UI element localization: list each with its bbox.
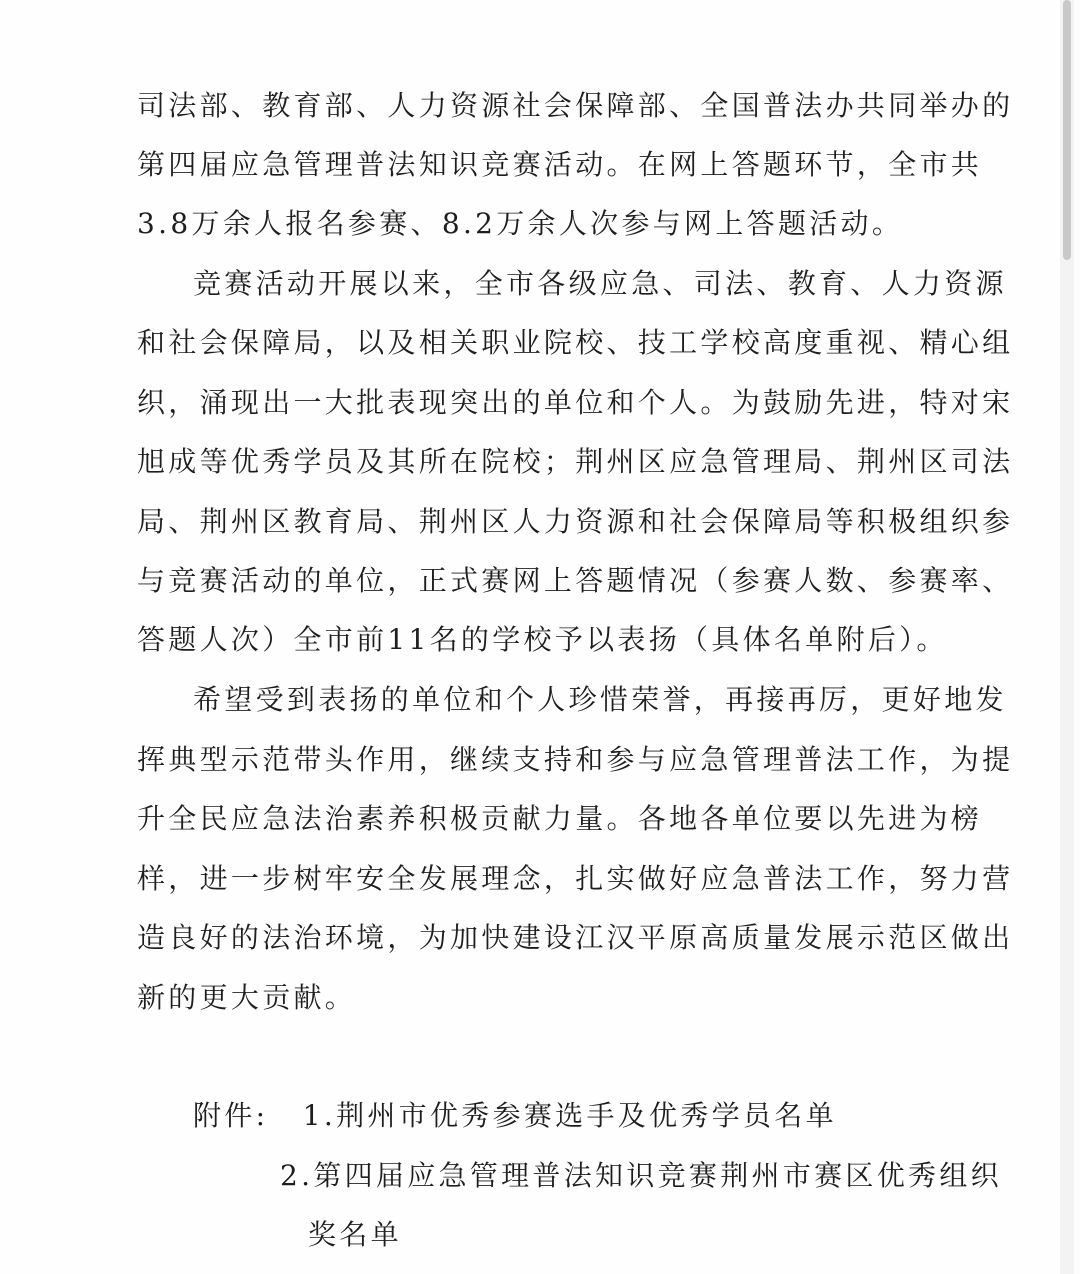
attachments-label: 附件: [193,1099,269,1132]
paragraph-1-line-1: 司法部、教育部、人力资源社会保障部、全国普法办共同举办的 [137,89,1014,122]
paragraph-2-line-5: 局、荆州区教育局、荆州区人力资源和社会保障局等积极组织参 [137,505,1014,538]
scrollbar-thumb[interactable] [1063,0,1071,260]
paragraph-3-line-5: 造良好的法治环境，为加快建设江汉平原高质量发展示范区做出 [137,921,1014,954]
paragraph-3-line-6: 新的更大贡献。 [137,981,357,1014]
attachment-item-1: 1.荆州市优秀参赛选手及优秀学员名单 [302,1099,837,1132]
paragraph-1-line-3: 3.8万余人报名参赛、8.2万余人次参与网上答题活动。 [137,207,904,240]
paragraph-2-line-7: 答题人次）全市前11名的学校予以表扬（具体名单附后）。 [137,623,948,656]
paragraph-3-line-1: 希望受到表扬的单位和个人珍惜荣誉，再接再厉，更好地发 [193,683,1007,716]
paragraph-3-line-3: 升全民应急法治素养积极贡献力量。各地各单位要以先进为榜 [137,802,983,835]
paragraph-3-line-2: 挥典型示范带头作用，继续支持和参与应急管理普法工作，为提 [137,743,1014,776]
paragraph-3-line-4: 样，进一步树牢安全发展理念，扎实做好应急普法工作，努力营 [137,862,1014,895]
paragraph-2-line-3: 织，涌现出一大批表现突出的单位和个人。为鼓励先进，特对宋 [137,386,1014,419]
paragraph-2-line-4: 旭成等优秀学员及其所在院校；荆州区应急管理局、荆州区司法 [137,445,1014,478]
paragraph-2-line-1: 竞赛活动开展以来，全市各级应急、司法、教育、人力资源 [193,267,1007,300]
paragraph-1-line-2: 第四届应急管理普法知识竞赛活动。在网上答题环节，全市共 [137,148,983,181]
attachment-item-2-line-2: 奖名单 [308,1218,402,1251]
paragraph-2-line-6: 与竞赛活动的单位，正式赛网上答题情况（参赛人数、参赛率、 [137,564,1014,597]
attachment-item-2-line-1: 2.第四届应急管理普法知识竞赛荆州市赛区优秀组织 [280,1159,1002,1192]
paragraph-2-line-2: 和社会保障局，以及相关职业院校、技工学校高度重视、精心组 [137,326,1014,359]
vertical-scrollbar[interactable] [1060,0,1074,1274]
attachments-block [193,1096,837,1136]
